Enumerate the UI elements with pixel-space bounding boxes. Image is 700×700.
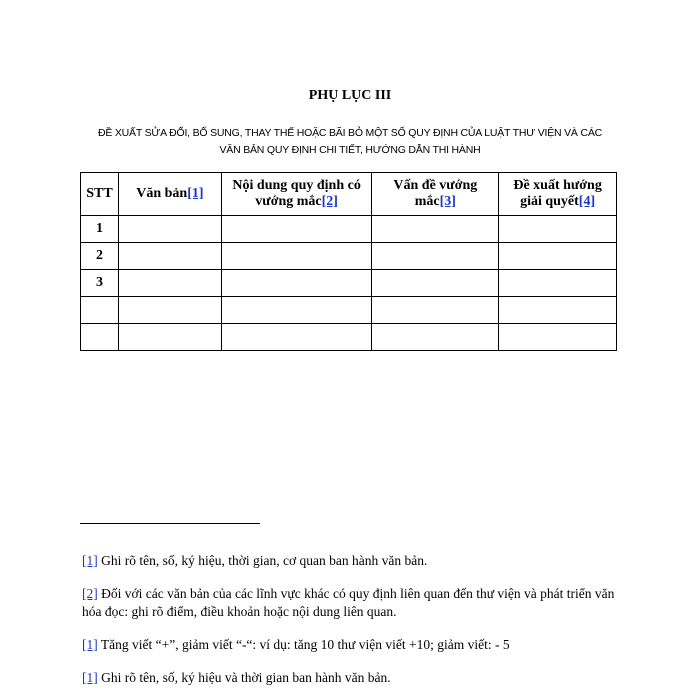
- table-row: [81, 270, 617, 297]
- table-row: [81, 243, 617, 270]
- footnote-link-4[interactable]: [4]: [578, 194, 596, 209]
- table-cell: 2: [81, 243, 119, 270]
- footnote: [82, 669, 622, 687]
- appendix-table: [80, 172, 617, 351]
- footnote: [82, 585, 622, 621]
- table-cell: [499, 243, 617, 270]
- table-cell: [221, 297, 372, 324]
- table-cell: [221, 270, 372, 297]
- footnote-ref-link[interactable]: [1]: [82, 637, 98, 652]
- header-stt: [81, 173, 119, 216]
- table-cell: [499, 297, 617, 324]
- table-cell: [81, 324, 119, 351]
- table-header-row: [81, 173, 617, 216]
- table-cell: [372, 216, 499, 243]
- header-noi-dung: [221, 173, 372, 216]
- footnote: [82, 552, 622, 570]
- table-cell: [118, 324, 221, 351]
- subtitle-line-1: ĐỀ XUẤT SỬA ĐỔI, BỔ SUNG, THAY THẾ HOẶC BÃI BỎ MỘT SỐ QUY ĐỊNH CỦA LUẬT THƯ VIỆN VÀ CÁC: [97, 127, 603, 139]
- footnote-text: Ghi rõ tên, số, ký hiệu, thời gian, cơ quan ban hành văn bản.: [97, 553, 428, 568]
- table-cell: [118, 270, 221, 297]
- footnote-ref-link[interactable]: [1]: [82, 553, 98, 568]
- table-cell: [221, 216, 372, 243]
- table-cell: [221, 243, 372, 270]
- header-van-de: [372, 173, 499, 216]
- table-cell: [118, 297, 221, 324]
- footnote-link-3[interactable]: [3]: [439, 194, 456, 209]
- footnote-link-1[interactable]: [1]: [187, 186, 204, 201]
- table-cell: [118, 216, 221, 243]
- header-noi-dung-label: Nội dung quy định có vướng mắc: [232, 178, 361, 209]
- table-cell: 3: [81, 270, 119, 297]
- header-de-xuat-label: Đề xuất hướng giải quyết: [513, 178, 602, 209]
- table-cell: [499, 270, 617, 297]
- table-cell: [372, 270, 499, 297]
- header-de-xuat: [499, 173, 617, 216]
- table-cell: [499, 324, 617, 351]
- page-title: PHỤ LỤC III: [308, 88, 392, 103]
- header-van-ban-label: Văn bản: [136, 186, 188, 201]
- table-row: [81, 324, 617, 351]
- table-cell: 1: [81, 216, 119, 243]
- footnote-link-2[interactable]: [2]: [321, 194, 338, 209]
- table-row: [81, 216, 617, 243]
- page-subtitle: [40, 125, 660, 159]
- table-cell: [118, 243, 221, 270]
- table-cell: [499, 216, 617, 243]
- footnote-text: Tăng viết “+”, giảm viết “-“: ví dụ: tăng 10 thư viện viết +10; giảm viết: - 5: [97, 637, 510, 652]
- table-row: [81, 297, 617, 324]
- table-cell: [81, 297, 119, 324]
- table-cell: [372, 297, 499, 324]
- header-stt-label: STT: [86, 186, 113, 201]
- footnote-text: Ghi rõ tên, số, ký hiệu và thời gian ban hành văn bản.: [97, 670, 391, 685]
- footnote-ref-link[interactable]: [2]: [82, 586, 98, 601]
- footnote-ref-link[interactable]: [1]: [82, 670, 98, 685]
- table-cell: [372, 243, 499, 270]
- footnote: [82, 636, 622, 654]
- footnote-text: Đối với các văn bản của các lĩnh vực khác có quy định liên quan đến thư viện và phát triển văn hóa đọc: ghi rõ điểm, điều khoản hoặc nội dung liên quan.: [82, 586, 615, 619]
- header-van-de-label: Vấn đề vướng mắc: [393, 178, 478, 209]
- table-cell: [372, 324, 499, 351]
- header-van-ban: [118, 173, 221, 216]
- footnote-separator: [80, 523, 260, 524]
- subtitle-line-2: VĂN BẢN QUY ĐỊNH CHI TIẾT, HƯỚNG DẪN THI HÀNH: [219, 144, 481, 156]
- table-cell: [221, 324, 372, 351]
